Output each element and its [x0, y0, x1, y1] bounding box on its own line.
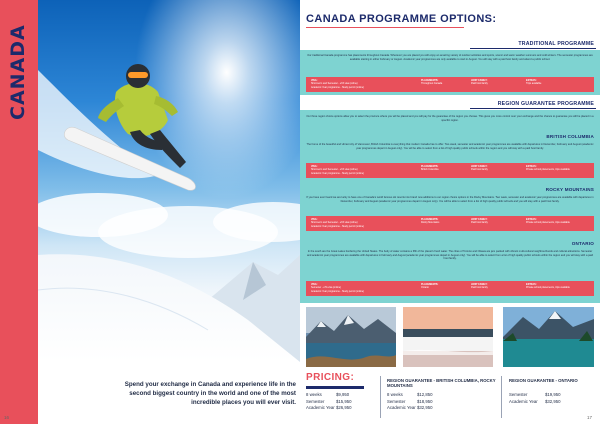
rocky-mountains-paragraph: If you have ever heard we are lucky to have one of Canada's world famous ski resorts into brand new additions to our region choice options in the Rocky Mountains. Two week, semester and academic year programmes are available with departures in December, February and August (academic year programmes depart in August only). You will be able to select from a list of high quality public schools and you will stay with a paid host family.	[306, 196, 594, 203]
price-row: Semester $15,950	[306, 398, 352, 404]
region-guarantee-heading: REGION GUARANTEE PROGRAMME	[497, 101, 594, 107]
british-columbia-heading: BRITISH COLUMBIA	[546, 134, 594, 139]
pricing-underline	[306, 386, 364, 389]
ontario-price-heading: REGION GUARANTEE - ONTARIO	[509, 378, 578, 383]
ontario-heading: ONTARIO	[571, 241, 594, 246]
snowboarder-photo	[38, 0, 300, 362]
mountain-lake-photo	[306, 307, 396, 367]
right-page-number: 17	[586, 415, 592, 420]
price-row: Academic Year $26,950	[306, 405, 352, 411]
traditional-heading-rule	[470, 48, 596, 49]
pricing-title: PRICING:	[306, 372, 355, 383]
visa-info: VISA: Short-term and Semester - eTA visa (online) Academic Year programme - Study permit (online)	[311, 79, 365, 89]
british-columbia-info-bar: VISA: Short-term and Semester - eTA visa (online) Academic Year programme - Study permit (online) PLACEMENTS: British Columbia HOST FAMILY: Paid host family EXTRAS: Private school placements, trips available	[306, 163, 594, 178]
rocky-mountains-heading: ROCKY MOUNTAINS	[545, 187, 594, 192]
left-page-number: 16	[4, 415, 10, 420]
price-row: Academic Year $32,950	[509, 398, 561, 404]
price-row: Semester $18,950	[387, 398, 433, 404]
right-page	[300, 0, 600, 424]
traditional-info-bar	[306, 77, 594, 92]
vertical-country-title: CANADA	[7, 24, 29, 120]
region-guarantee-block	[300, 110, 600, 303]
placements-info: PLACEMENTS: Throughout Canada	[421, 79, 443, 86]
extras-info: EXTRAS: Trips available	[526, 79, 542, 86]
price-row: 8 weeks $12,850	[387, 392, 433, 397]
price-row: Academic Year $32,950	[387, 405, 433, 411]
price-row: Semester $19,950	[509, 392, 561, 397]
snowboarder-illustration	[38, 0, 300, 362]
host-family-info: HOST FAMILY: Paid host family	[471, 79, 488, 86]
title-underline	[306, 27, 464, 28]
rocky-mountains-info-bar: VISA: Short-term and Semester - eTA visa (online) Academic Year programme - Study permit (online) PLACEMENTS: Rocky Mountains HOST FAMILY: Paid host family EXTRAS: Private school placements, trips available	[306, 216, 594, 231]
bc-rocky-price-heading: REGION GUARANTEE - BRITISH COLUMBIA, ROCKY MOUNTAINS	[387, 378, 496, 389]
left-page-caption: Spend your exchange in Canada and experience life in the second biggest country in the world and one of the most incredible places you will ever visit.	[124, 381, 296, 406]
bc-rocky-price-list	[387, 392, 497, 412]
lake-reflection-photo	[503, 307, 594, 367]
pricing-divider	[501, 376, 502, 418]
traditional-paragraph: Our traditional Canada programme has placements throughout Canada. Wherever you are placed you will enjoy an amazing variety of outdoor activities and sports, scenic and warm weather summers and cold winters. The semester programmes are available starting in either February or August. Academic year programmes are only available to start in August. You will stay with a paid host family and attend a public school.	[307, 54, 593, 61]
region-guarantee-rule	[470, 108, 596, 109]
ontario-price-list	[509, 392, 597, 405]
traditional-price-list	[306, 392, 376, 412]
price-row: 8 weeks $9,950	[306, 392, 350, 397]
programme-options-title: CANADA PROGRAMME OPTIONS:	[306, 13, 497, 25]
ontario-info-bar: VISA: Semester - eTA visa (online) Academic Year programme - Study permit (online) PLACEMENTS: Ontario HOST FAMILY: Paid host family EXTRAS: Private school placements, trips available	[306, 281, 594, 296]
traditional-programme-heading: TRADITIONAL PROGRAMME	[518, 41, 594, 47]
waterfall-photo	[403, 307, 493, 367]
british-columbia-paragraph: The home of the beautiful and vibrant city of Vancouver, British Columbia is everything that modern Canada has to offer. Two week, semester and academic year programmes are available with departures in December, February and August (academic year programmes depart in August only). You will be able to select from a list of high quality public schools within the region and you will stay with a paid host family.	[306, 143, 594, 150]
traditional-programme-block	[300, 50, 600, 95]
ontario-paragraph: In the south are the Great Lakes bordering the United States. The body of water contains a fifth of the planet's fresh water. The cities of Toronto and Ottawa are jam packed with vibrant multi-cultural neighbourhoods and cultural attractions. Semester and academic year programmes are available with departures in February and August (academic year programmes depart in August only). You will be able to select from a list of high quality public schools within the region and you will stay with a paid host family.	[306, 250, 594, 261]
pricing-divider	[380, 376, 381, 418]
region-guarantee-paragraph: Our three region choice options allow you to select the province where you will be placed and you will pay for the guarantee of the region you choose. This gives you more control over your exchange and the chance to guarantee you will be placed in a specific region.	[306, 115, 594, 122]
